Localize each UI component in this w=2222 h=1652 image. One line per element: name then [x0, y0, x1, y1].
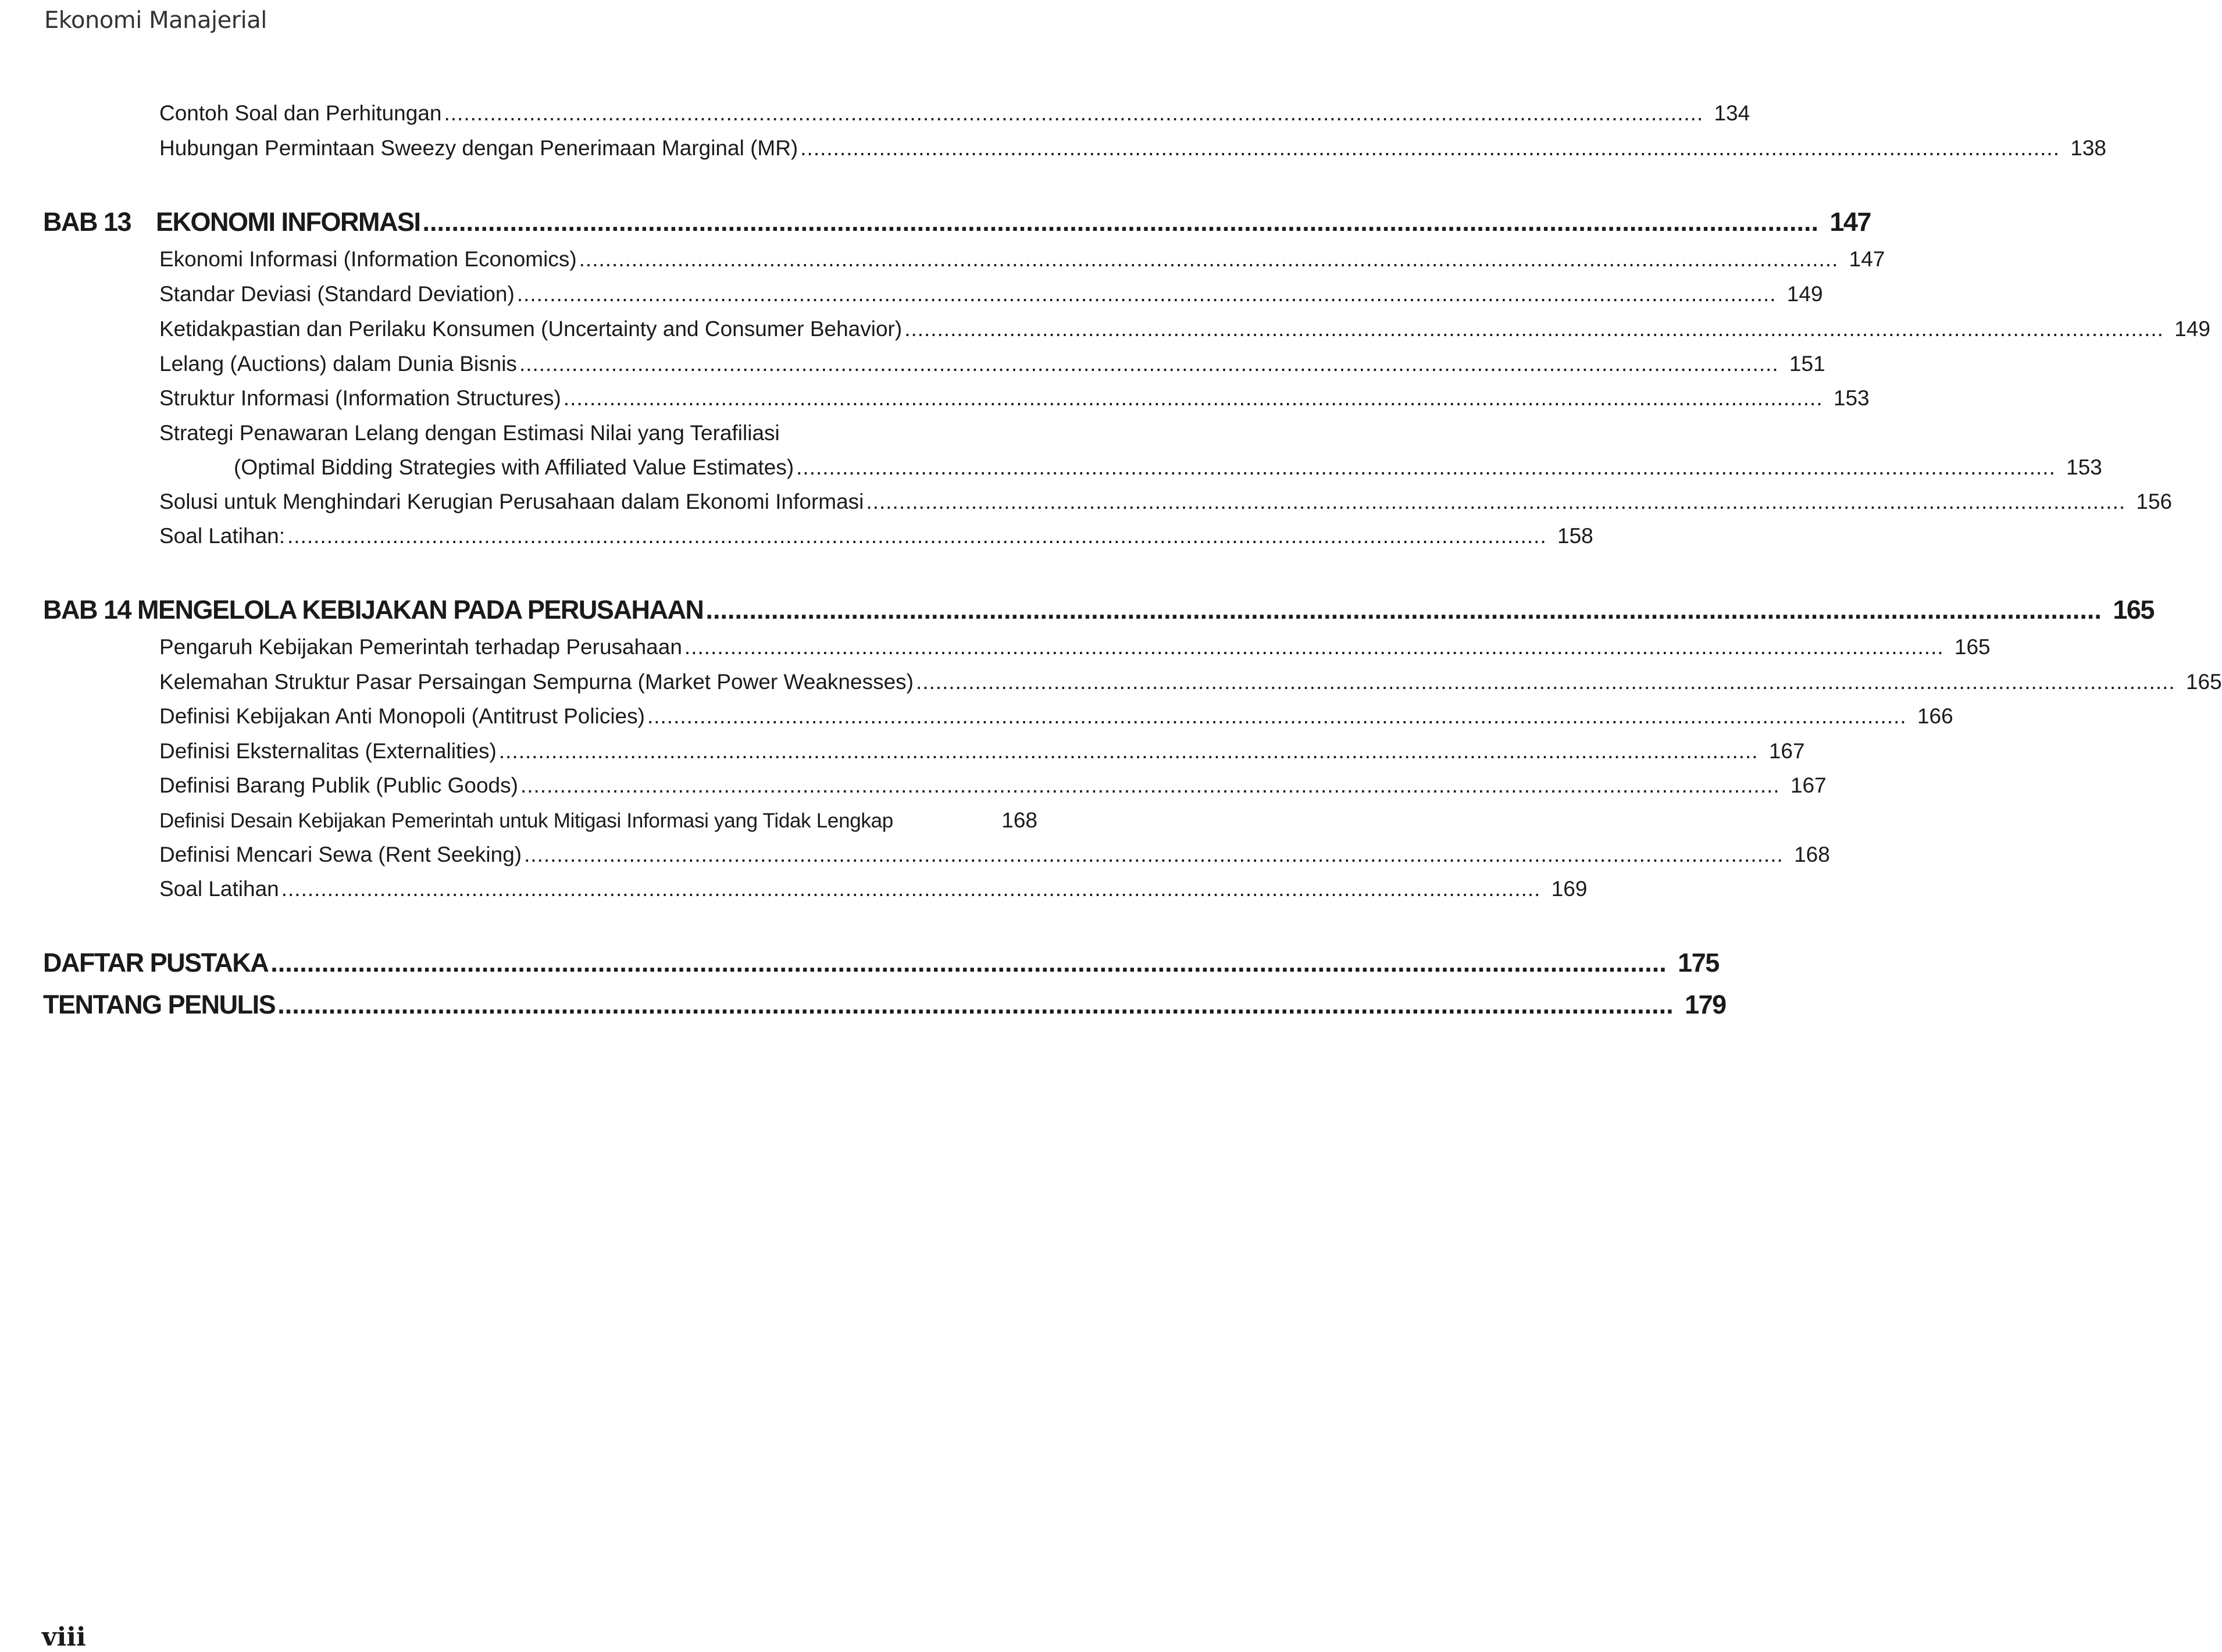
toc-entry[interactable] [159, 523, 1593, 550]
leader-dots: ................................................................................................................................................................................................ [647, 704, 1907, 728]
toc-entry-title: Strategi Penawaran Lelang dengan Estimasi Nilai yang Terafiliasi [159, 421, 780, 445]
toc-entry-title: Standar Deviasi (Standard Deviation) [159, 282, 515, 306]
chapter-title: BAB 14 MENGELOLA KEBIJAKAN PADA PERUSAHAAN [43, 595, 704, 625]
leader-dots: ................................................................................................................................................................................................ [563, 386, 1823, 410]
toc-entry-title: Kelemahan Struktur Pasar Persaingan Sempurna (Market Power Weaknesses) [159, 670, 914, 694]
toc-entry-title: Soal Latihan [159, 877, 279, 901]
toc-entry-title: Definisi Desain Kebijakan Pemerintah untuk Mitigasi Informasi yang Tidak Lengkap [159, 809, 893, 832]
leader-dots: ................................................................................................................................................................................................ [422, 207, 1818, 237]
toc-entry[interactable] [159, 841, 1830, 868]
leader-dots: ................................................................................................................................................................................................ [444, 101, 1704, 125]
toc-entry[interactable] [159, 100, 1750, 127]
toc-entry-page: 165 [2185, 670, 2222, 694]
toc-entry-title: Solusi untuk Menghindari Kerugian Perusahaan dalam Ekonomi Informasi [159, 490, 864, 513]
toc-entry-title: Lelang (Auctions) dalam Dunia Bisnis [159, 352, 517, 376]
leader-dots: ................................................................................................................................................................................................ [498, 739, 1759, 763]
toc-entry[interactable] [159, 669, 2222, 695]
toc-entry-title: Ekonomi Informasi (Information Economics) [159, 247, 577, 271]
leader-dots: ................................................................................................................................................................................................ [277, 990, 1674, 1019]
toc-entry-page: 149 [2174, 317, 2210, 341]
toc-entry-page: 151 [1789, 352, 1825, 376]
toc-entry-title: Hubungan Permintaan Sweezy dengan Penerimaan Marginal (MR) [159, 136, 798, 160]
chapter-heading-bab-14[interactable] [43, 594, 2154, 626]
chapter-heading-bab-13[interactable] [43, 206, 1871, 238]
leader-dots: ................................................................................................................................................................................................ [800, 136, 2060, 160]
toc-entry-page: 158 [1557, 524, 1593, 548]
toc-entry[interactable] [159, 246, 1885, 273]
toc-entry-title: Soal Latihan: [159, 524, 286, 548]
toc-entry-title: Contoh Soal dan Perhitungan [159, 101, 442, 125]
toc-entry-page: 138 [2070, 136, 2106, 160]
toc-entry-page: 168 [1794, 843, 1830, 866]
chapter-page: 165 [2113, 595, 2154, 625]
leader-dots: ................................................................................................................................................................................................ [904, 317, 2164, 341]
toc-entry[interactable] [159, 876, 1588, 902]
leader-dots: ................................................................................................................................................................................................ [796, 455, 2056, 479]
toc-entry-title: Struktur Informasi (Information Structures) [159, 386, 561, 410]
toc-entry[interactable] [159, 488, 2173, 515]
toc-entry[interactable] [159, 281, 1823, 308]
leader-dots: ................................................................................................................................................................................................ [579, 247, 1839, 271]
page-number: viii [42, 1622, 86, 1652]
leader-dots: ................................................................................................................................................................................................ [866, 490, 2126, 513]
toc-entry-page: 169 [1551, 877, 1588, 901]
toc-entry[interactable] [159, 351, 1825, 377]
leader-dots: ................................................................................................................................................................................................ [281, 877, 1541, 901]
toc-entry-title: Definisi Eksternalitas (Externalities) [159, 739, 497, 763]
leader-dots: ................................................................................................................................................................................................ [684, 635, 1944, 659]
toc-entry[interactable] [159, 634, 1991, 661]
running-header: Ekonomi Manajerial [44, 7, 267, 34]
chapter-page: 179 [1685, 990, 1726, 1019]
toc-entry[interactable] [159, 738, 1805, 765]
toc-entry-page: 149 [1786, 282, 1823, 306]
toc-entry[interactable] [159, 420, 1037, 447]
toc-entry[interactable] [159, 135, 2106, 162]
toc-entry[interactable] [159, 385, 1870, 412]
chapter-title: EKONOMI INFORMASI [156, 207, 420, 237]
chapter-page: 147 [1829, 207, 1871, 237]
toc-entry-title: Pengaruh Kebijakan Pemerintah terhadap Perusahaan [159, 635, 682, 659]
chapter-title: DAFTAR PUSTAKA [43, 948, 269, 977]
leader-dots: ................................................................................................................................................................................................ [705, 595, 2102, 625]
toc-entry-page: 147 [1849, 247, 1885, 271]
leader-dots: ................................................................................................................................................................................................ [287, 524, 1547, 548]
toc-entry[interactable] [159, 316, 2210, 342]
chapter-title: TENTANG PENULIS [43, 990, 276, 1019]
toc-entry[interactable] [159, 703, 1953, 730]
toc-entry[interactable] [159, 772, 1827, 799]
toc-entry-page: 153 [1833, 386, 1870, 410]
toc-entry[interactable] [159, 807, 1037, 834]
toc-entry-title: Ketidakpastian dan Perilaku Konsumen (Uncertainty and Consumer Behavior) [159, 317, 903, 341]
toc-entry-title: (Optimal Bidding Strategies with Affiliated Value Estimates) [234, 455, 794, 479]
toc-entry-title: Definisi Mencari Sewa (Rent Seeking) [159, 843, 522, 866]
chapter-heading-daftar-pustaka[interactable] [43, 947, 1719, 979]
toc-entry-page: 166 [1917, 704, 1953, 728]
leader-dots: ................................................................................................................................................................................................ [519, 352, 1779, 376]
leader-dots: ................................................................................................................................................................................................ [915, 670, 2175, 694]
chapter-heading-tentang-penulis[interactable] [43, 989, 1726, 1021]
leader-dots: ................................................................................................................................................................................................ [270, 948, 1667, 977]
toc-entry-page: 134 [1714, 101, 1750, 125]
toc-entry-page: 156 [2136, 490, 2173, 513]
toc-entry[interactable] [234, 454, 2102, 481]
leader-dots: ................................................................................................................................................................................................ [520, 773, 1780, 797]
leader-dots: ................................................................................................................................................................................................ [524, 843, 1784, 866]
toc-entry-page: 167 [1768, 739, 1805, 763]
toc-entry-page: 168 [1001, 808, 1037, 832]
toc-entry-page: 167 [1790, 773, 1827, 797]
toc-entry-title: Definisi Kebijakan Anti Monopoli (Antitrust Policies) [159, 704, 645, 728]
leader-dots: ................................................................................................................................................................................................ [516, 282, 1777, 306]
chapter-page: 175 [1678, 948, 1719, 977]
toc-entry-page: 165 [1954, 635, 1991, 659]
chapter-number: BAB 13 [43, 207, 131, 237]
toc-entry-page: 153 [2066, 455, 2102, 479]
toc-entry-title: Definisi Barang Publik (Public Goods) [159, 773, 518, 797]
